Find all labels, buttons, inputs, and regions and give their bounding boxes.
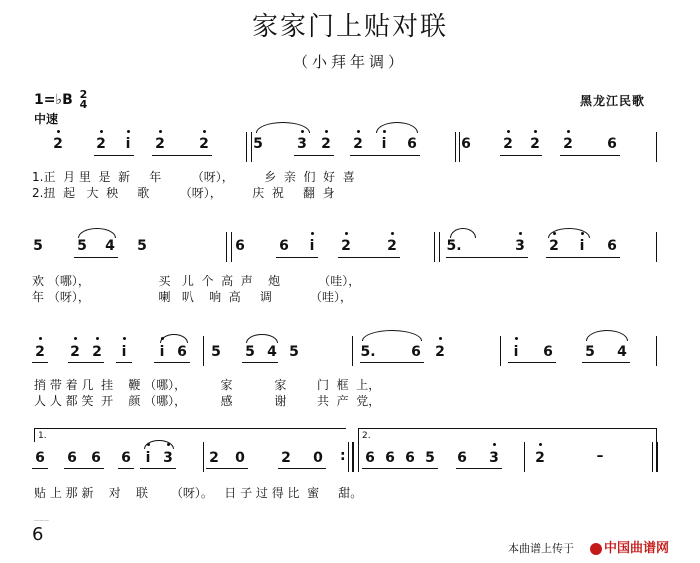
note: 5. [360, 344, 376, 360]
song-title: 家家门上贴对联 [251, 12, 448, 42]
note: 2 [353, 136, 363, 152]
note: 2 [341, 238, 351, 254]
lyric-line4: 贴 上 那 新 对 联 （呀）。 日 子 过 得 比 蜜 甜。 [34, 486, 363, 500]
underline [456, 468, 502, 469]
barline [203, 442, 204, 472]
note: i [125, 136, 131, 152]
note: i [309, 238, 315, 254]
volta-bracket [656, 428, 657, 442]
note: 5 [211, 344, 221, 360]
note: 5 [289, 344, 299, 360]
note: 6 [279, 238, 289, 254]
note: 0 [313, 450, 323, 466]
note: 2 [155, 136, 165, 152]
note: 4 [617, 344, 627, 360]
barline [358, 442, 359, 472]
note: 5 [253, 136, 263, 152]
time-numerator: 2 [79, 88, 88, 101]
note: 6 [607, 238, 617, 254]
note: 6 [411, 344, 421, 360]
note: i [121, 344, 127, 360]
note: i [579, 238, 585, 254]
note: 2 [321, 136, 331, 152]
note: 2 [70, 344, 80, 360]
note: 3 [489, 450, 499, 466]
lyric-verse1-line2: 欢 （哪）， 买 儿 个 高 声 炮 （哇）， [32, 274, 361, 288]
note: 6 [121, 450, 131, 466]
high-dot [493, 443, 496, 446]
underline [278, 468, 326, 469]
note: 6 [91, 450, 101, 466]
note: 3 [163, 450, 173, 466]
song-subtitle: （小拜年调） [292, 53, 407, 71]
volta-bracket [358, 428, 656, 429]
note: 4 [105, 238, 115, 254]
note: 6 [385, 450, 395, 466]
final-barline [656, 442, 658, 472]
volta-bracket [34, 428, 346, 429]
note: 3 [515, 238, 525, 254]
note: 6 [177, 344, 187, 360]
time-denominator: 4 [79, 98, 88, 111]
page-small-mark: ——— [34, 518, 49, 524]
volta-bracket [358, 428, 359, 442]
logo-text: 中国曲谱网 [604, 541, 670, 556]
lyric-verse2-line1: 2.扭 起 大 秧 歌 （呀）， 庆 祝 翻 身 [32, 186, 335, 200]
note: 2 [209, 450, 219, 466]
logo-icon [590, 543, 602, 555]
note: 2 [563, 136, 573, 152]
note: i [159, 344, 165, 360]
note: 6 [457, 450, 467, 466]
note: 6 [365, 450, 375, 466]
note: i [381, 136, 387, 152]
note: i [145, 450, 151, 466]
note: 5 [33, 238, 43, 254]
slur [144, 440, 174, 449]
dash: – [596, 448, 604, 464]
tempo-marking: 中速 [34, 112, 59, 126]
note: 2 [96, 136, 106, 152]
note: 2 [199, 136, 209, 152]
note: 2 [535, 450, 545, 466]
barline [524, 442, 525, 472]
note: 2 [503, 136, 513, 152]
note: 2 [92, 344, 102, 360]
note: 6 [67, 450, 77, 466]
note: 4 [267, 344, 277, 360]
note: 5 [425, 450, 435, 466]
lyric-verse2-line3: 人 人 都 笑 开 颜 （哪）， 感 谢 共 产 党， [34, 394, 381, 408]
note: 6 [407, 136, 417, 152]
high-dot [539, 443, 542, 446]
volta-bracket [34, 428, 35, 442]
composer-credit: 黑龙江民歌 [580, 94, 646, 108]
note: 2 [530, 136, 540, 152]
note: 2 [35, 344, 45, 360]
volta-second-label: 2. [362, 431, 371, 441]
site-logo[interactable] [590, 537, 669, 556]
key-prefix: 1=♭B [34, 92, 73, 108]
note: 5 [77, 238, 87, 254]
note: 5 [585, 344, 595, 360]
note: 5 [245, 344, 255, 360]
note: 6 [461, 136, 471, 152]
note: 6 [405, 450, 415, 466]
underline [32, 468, 48, 469]
underline [362, 468, 438, 469]
note: 2 [435, 344, 445, 360]
note: 6 [235, 238, 245, 254]
note: i [513, 344, 519, 360]
lyric-verse1-line1: 1.正 月 里 是 新 年 （呀）， 乡 亲 们 好 喜 [32, 170, 355, 184]
note: 6 [35, 450, 45, 466]
note: 0 [235, 450, 245, 466]
note: 5 [137, 238, 147, 254]
note: 3 [297, 136, 307, 152]
barline [352, 442, 354, 472]
note: 6 [607, 136, 617, 152]
note: 2 [549, 238, 559, 254]
underline [64, 468, 104, 469]
lyric-verse2-line2: 年 （呀）， 喇 叭 响 高 调 （哇）， [32, 290, 353, 304]
lyric-verse1-line3: 捎 带 着 几 挂 鞭 （哪）， 家 家 门 框 上， [34, 378, 381, 392]
footer-text: 本曲谱上传于 [508, 542, 574, 555]
underline [140, 468, 176, 469]
note: 2 [281, 450, 291, 466]
note: 5. [446, 238, 462, 254]
note: 2 [387, 238, 397, 254]
barline [348, 442, 349, 472]
barline [652, 442, 653, 472]
note: 6 [543, 344, 553, 360]
page-number: 6 [32, 524, 44, 545]
repeat-sign: : [340, 448, 346, 464]
underline [206, 468, 248, 469]
volta-first-label: 1. [38, 431, 47, 441]
underline [118, 468, 134, 469]
note: 2 [53, 136, 63, 152]
